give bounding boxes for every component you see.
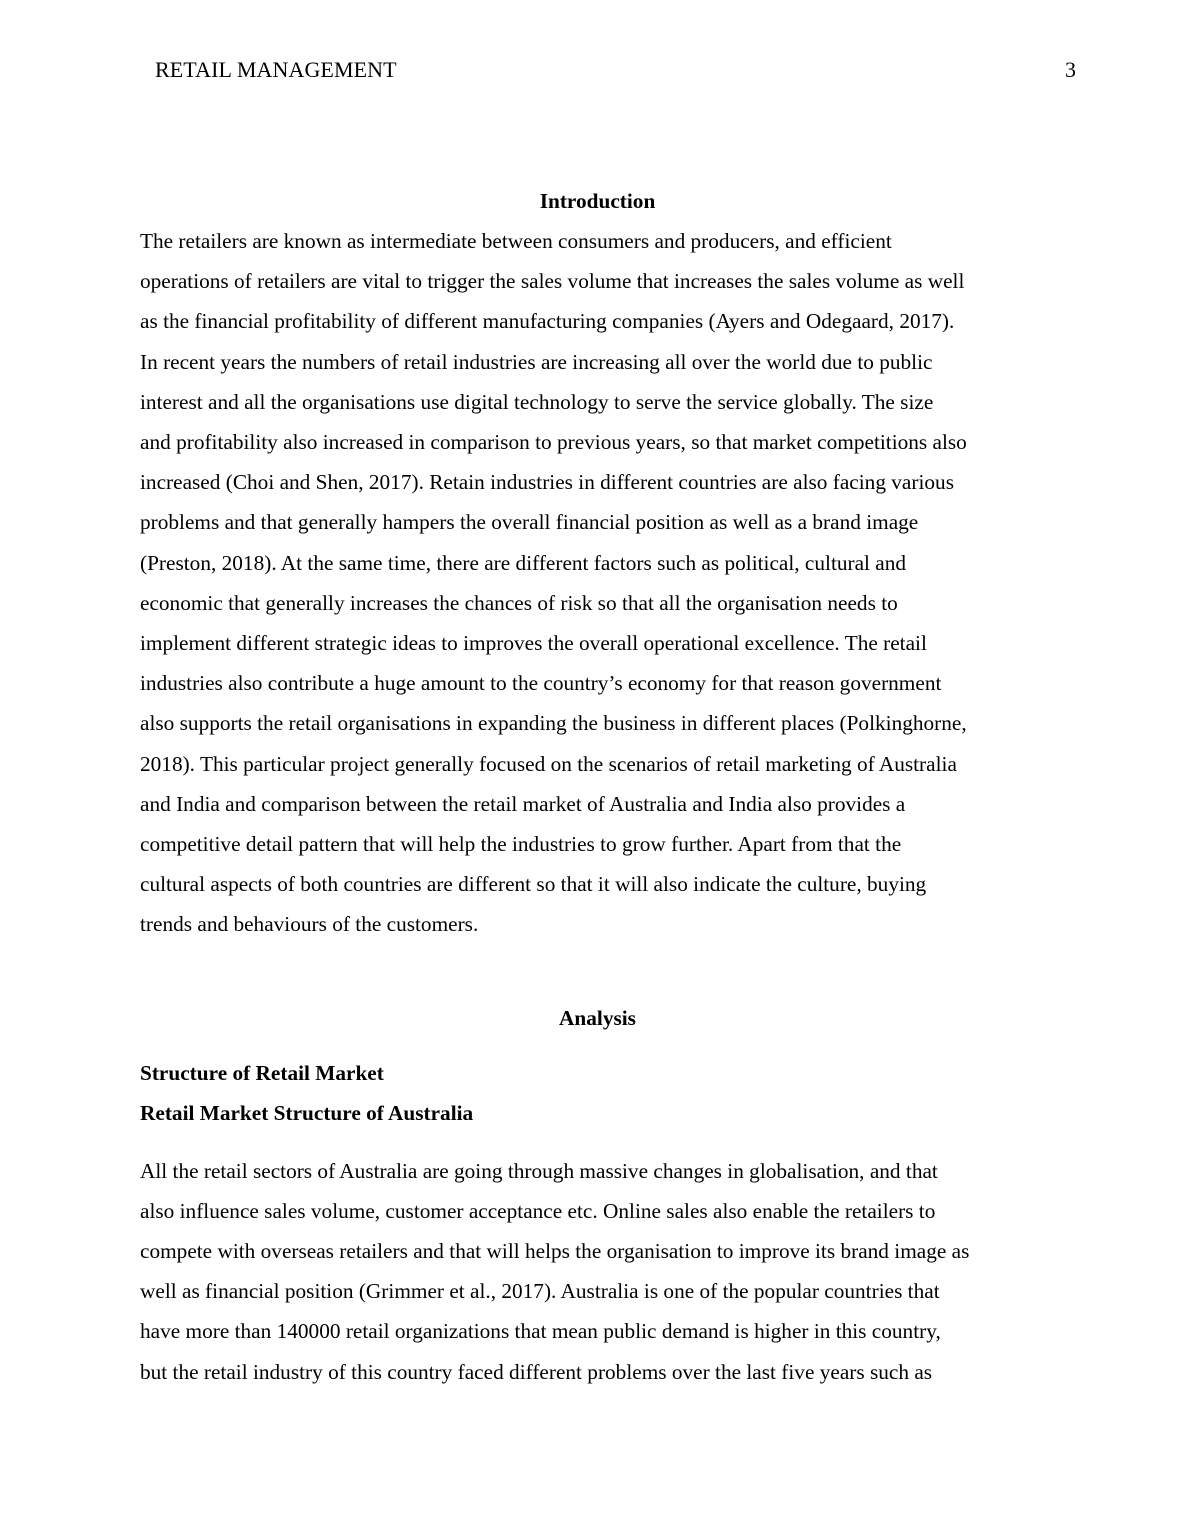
analysis-heading: Analysis (559, 1005, 636, 1030)
paragraph-line: well as financial position (Grimmer et al., 2017). Australia is one of the popular countries that (140, 1279, 940, 1304)
paragraph-line: and India and comparison between the retail market of Australia and India also provides a (140, 791, 906, 816)
paragraph-line: as the financial profitability of different manufacturing companies (Ayers and Odegaard, 2017). (140, 309, 955, 334)
structure-of-retail-market-subheading: Structure of Retail Market (140, 1060, 384, 1085)
paragraph-line: operations of retailers are vital to trigger the sales volume that increases the sales volume as well (140, 269, 965, 294)
paragraph-line: All the retail sectors of Australia are going through massive changes in globalisation, and that (140, 1158, 938, 1183)
paragraph-line: problems and that generally hampers the overall financial position as well as a brand image (140, 510, 919, 535)
paragraph-line: cultural aspects of both countries are different so that it will also indicate the culture, buying (140, 872, 927, 897)
paragraph-line: have more than 140000 retail organizations that mean public demand is higher in this country, (140, 1319, 941, 1344)
paragraph-line: and profitability also increased in comparison to previous years, so that market competitions also (140, 430, 967, 455)
retail-market-structure-australia-subheading: Retail Market Structure of Australia (140, 1100, 474, 1125)
paragraph-line: interest and all the organisations use digital technology to serve the service globally. The size (140, 389, 934, 414)
introduction-paragraph (140, 221, 1055, 945)
document-body (140, 184, 1055, 1392)
paragraph-line: but the retail industry of this country faced different problems over the last five years such as (140, 1359, 933, 1384)
paragraph-line: The retailers are known as intermediate between consumers and producers, and efficient (140, 229, 892, 253)
paragraph-line: industries also contribute a huge amount to the country’s economy for that reason government (140, 671, 942, 696)
running-head: RETAIL MANAGEMENT (155, 57, 397, 82)
paragraph-line: 2018). This particular project generally focused on the scenarios of retail marketing of Australia (140, 751, 957, 776)
paragraph-line: economic that generally increases the chances of risk so that all the organisation needs to (140, 590, 898, 615)
page-number: 3 (1065, 57, 1076, 82)
paragraph-line: In recent years the numbers of retail industries are increasing all over the world due to public (140, 349, 933, 374)
paragraph-line: increased (Choi and Shen, 2017). Retain industries in different countries are also facing various (140, 470, 954, 495)
paragraph-line: competitive detail pattern that will help the industries to grow further. Apart from that the (140, 832, 902, 857)
paragraph-line: implement different strategic ideas to improves the overall operational excellence. The retail (140, 631, 927, 656)
analysis-paragraph (140, 1151, 1055, 1392)
paragraph-line: also influence sales volume, customer acceptance etc. Online sales also enable the retailers to (140, 1198, 936, 1223)
introduction-heading: Introduction (539, 189, 656, 213)
paragraph-line: trends and behaviours of the customers. (140, 912, 479, 937)
paragraph-line: also supports the retail organisations in expanding the business in different places (Polkinghorne, (140, 711, 967, 736)
paragraph-line: compete with overseas retailers and that will helps the organisation to improve its brand image as (140, 1239, 970, 1264)
paragraph-line: (Preston, 2018). At the same time, there are different factors such as political, cultural and (140, 550, 907, 575)
